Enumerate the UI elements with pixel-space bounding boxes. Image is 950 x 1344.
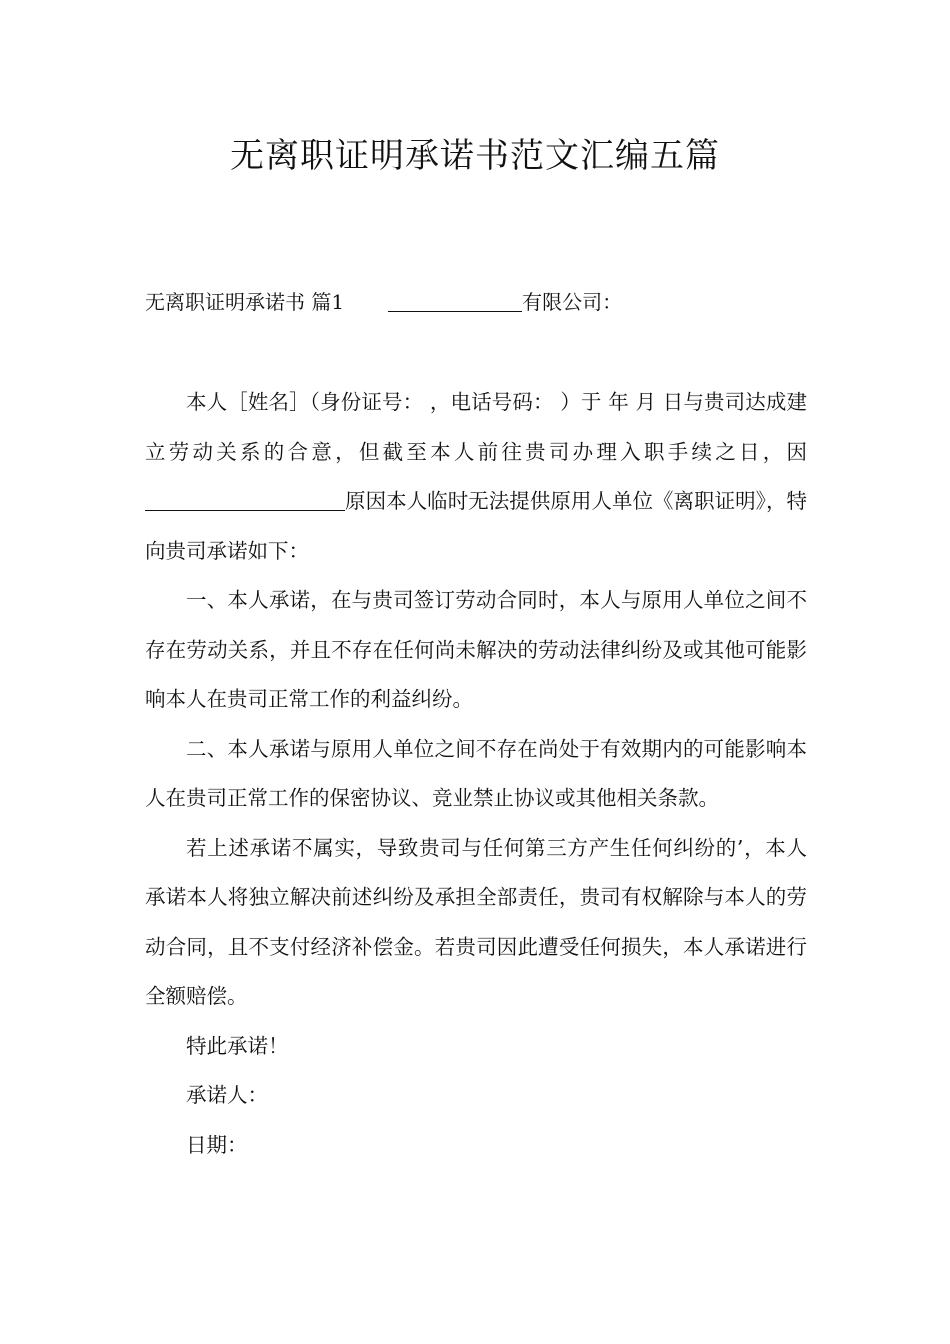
paragraph-commitment-1: 一、本人承诺，在与贵司签订劳动合同时，本人与原用人单位之间不存在劳动关系，并且不存在任何尚未解决的劳动法律纠纷及或其他可能影响本人在贵司正常工作的利益纠纷。	[145, 588, 807, 711]
section-heading: 无离职证明承诺书 篇1	[145, 290, 345, 314]
paragraph-intro	[145, 378, 807, 576]
addressee-suffix: 有限公司：	[522, 290, 623, 314]
signer-label: 承诺人：	[186, 1083, 268, 1107]
closing-text: 特此承诺！	[186, 1033, 289, 1058]
company-name-blank	[388, 291, 522, 312]
paragraph-intro-part2: 原因本人临时无法提供原用人单位《离职证明》，特向贵司承诺如下：	[145, 489, 807, 563]
document-title: 无离职证明承诺书范文汇编五篇	[230, 136, 720, 176]
paragraph-intro-part1: 本人［姓名］（身份证号： ，电话号码： ）于 年 月 日与贵司达成建立劳动关系的合意，但截至本人前往贵司办理入职手续之日，因	[145, 390, 807, 464]
document-body	[145, 378, 807, 1170]
reason-blank	[145, 490, 345, 511]
paragraph-commitment-2: 二、本人承诺与原用人单位之间不存在尚处于有效期内的可能影响本人在贵司正常工作的保密协议、竞业禁止协议或其他相关条款。	[145, 736, 807, 810]
date-label: 日期：	[186, 1132, 248, 1157]
section-heading-line	[145, 286, 622, 315]
paragraph-liability: 若上述承诺不属实，导致贵司与任何第三方产生任何纠纷的’，本人承诺本人将独立解决前述纠纷及承担全部责任，贵司有权解除与本人的劳动合同，且不支付经济补偿金。若贵司因此遭受任何损失，本人承诺进行全额赔偿。	[145, 835, 807, 1008]
